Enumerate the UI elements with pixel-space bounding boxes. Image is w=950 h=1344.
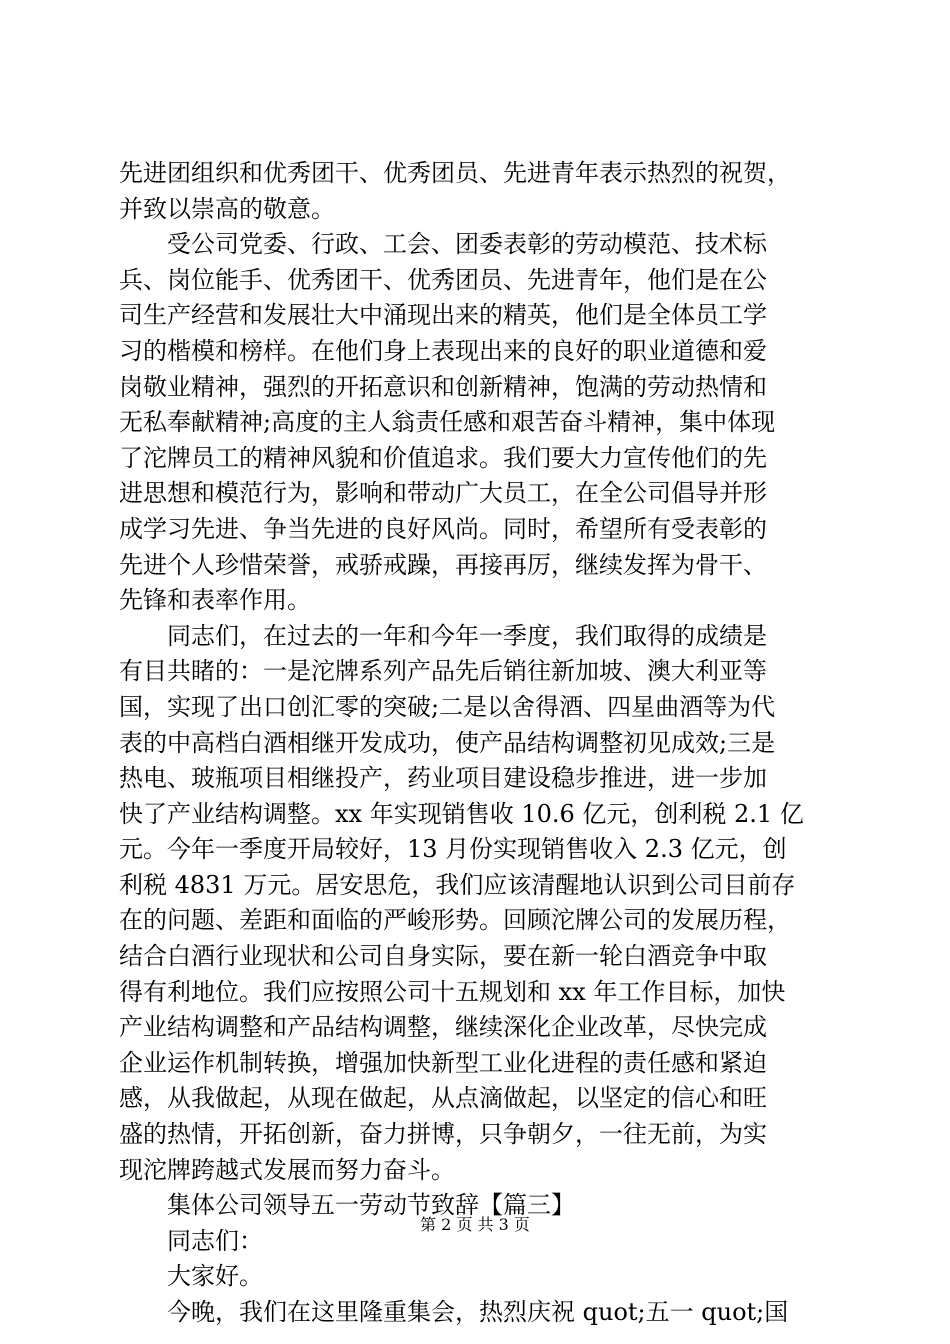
- text-line: 先进个人珍惜荣誉，戒骄戒躁，再接再厉，继续发挥为骨干、: [119, 550, 767, 579]
- text-line: 热电、玻瓶项目相继投产，药业项目建设稳步推进，进一步加: [119, 764, 767, 793]
- section-heading: 集体公司领导五一劳动节致辞【篇三】: [119, 1191, 575, 1220]
- text-line: 同志们，在过去的一年和今年一季度，我们取得的成绩是: [119, 621, 767, 650]
- text-line: 无私奉献精神;高度的主人翁责任感和艰苦奋斗精神，集中体现: [119, 408, 776, 437]
- text-line: 兵、岗位能手、优秀团干、优秀团员、先进青年，他们是在公: [119, 265, 767, 294]
- text-line: 岗敬业精神，强烈的开拓意识和创新精神，饱满的劳动热情和: [119, 372, 767, 401]
- text-line: 成学习先进、争当先进的良好风尚。同时，希望所有受表彰的: [119, 514, 767, 543]
- text-line: 元。今年一季度开局较好，13 月份实现销售收入 2.3 亿元，创: [119, 835, 787, 864]
- text-line: 产业结构调整和产品结构调整，继续深化企业改革，尽快完成: [119, 1013, 767, 1042]
- document-body: [119, 156, 837, 1331]
- text-line: 习的楷模和榜样。在他们身上表现出来的良好的职业道德和爱: [119, 336, 767, 365]
- text-line: 结合白酒行业现状和公司自身实际，要在新一轮白酒竞争中取: [119, 942, 767, 971]
- text-line: 盛的热情，开拓创新，奋力拼博，只争朝夕，一往无前，为实: [119, 1120, 767, 1149]
- text-line: 利税 4831 万元。居安思危，我们应该清醒地认识到公司目前存: [119, 870, 796, 899]
- page-footer: [0, 1213, 950, 1237]
- text-line: 现沱牌跨越式发展而努力奋斗。: [119, 1155, 455, 1184]
- text-line: 有目共睹的：一是沱牌系列产品先后销往新加坡、澳大利亚等: [119, 657, 767, 686]
- text-line: 受公司党委、行政、工会、团委表彰的劳动模范、技术标: [119, 230, 767, 259]
- text-line: 快了产业结构调整。xx 年实现销售收 10.6 亿元，创利税 2.1 亿: [119, 799, 804, 828]
- text-line: 得有利地位。我们应按照公司十五规划和 xx 年工作目标，加快: [119, 977, 786, 1006]
- page-number-label: 第 2 页 共 3 页: [420, 1215, 530, 1234]
- text-line: 进思想和模范行为，影响和带动广大员工，在全公司倡导并形: [119, 479, 767, 508]
- text-line: 今晚，我们在这里隆重集会，热烈庆祝 quot;五一 quot;国: [119, 1298, 789, 1326]
- text-line: 了沱牌员工的精神风貌和价值追求。我们要大力宣传他们的先: [119, 443, 767, 472]
- text-line: 先锋和表率作用。: [119, 586, 311, 615]
- text-line: 表的中高档白酒相继开发成功，使产品结构调整初见成效;三是: [119, 728, 776, 757]
- text-line: 在的问题、差距和面临的严峻形势。回顾沱牌公司的发展历程，: [119, 906, 791, 935]
- text-line: 企业运作机制转换，增强加快新型工业化进程的责任感和紧迫: [119, 1048, 767, 1077]
- text-line: 感，从我做起，从现在做起，从点滴做起，以坚定的信心和旺: [119, 1084, 767, 1113]
- text-line: 司生产经营和发展壮大中涌现出来的精英，他们是全体员工学: [119, 301, 767, 330]
- text-line: 国，实现了出口创汇零的突破;二是以舍得酒、四星曲酒等为代: [119, 692, 776, 721]
- salutation-line: 同志们：: [119, 1226, 263, 1255]
- text-line: 并致以崇高的敬意。: [119, 194, 335, 223]
- text-line: 先进团组织和优秀团干、优秀团员、先进青年表示热烈的祝贺，: [119, 159, 791, 187]
- greeting-line: 大家好。: [119, 1262, 263, 1291]
